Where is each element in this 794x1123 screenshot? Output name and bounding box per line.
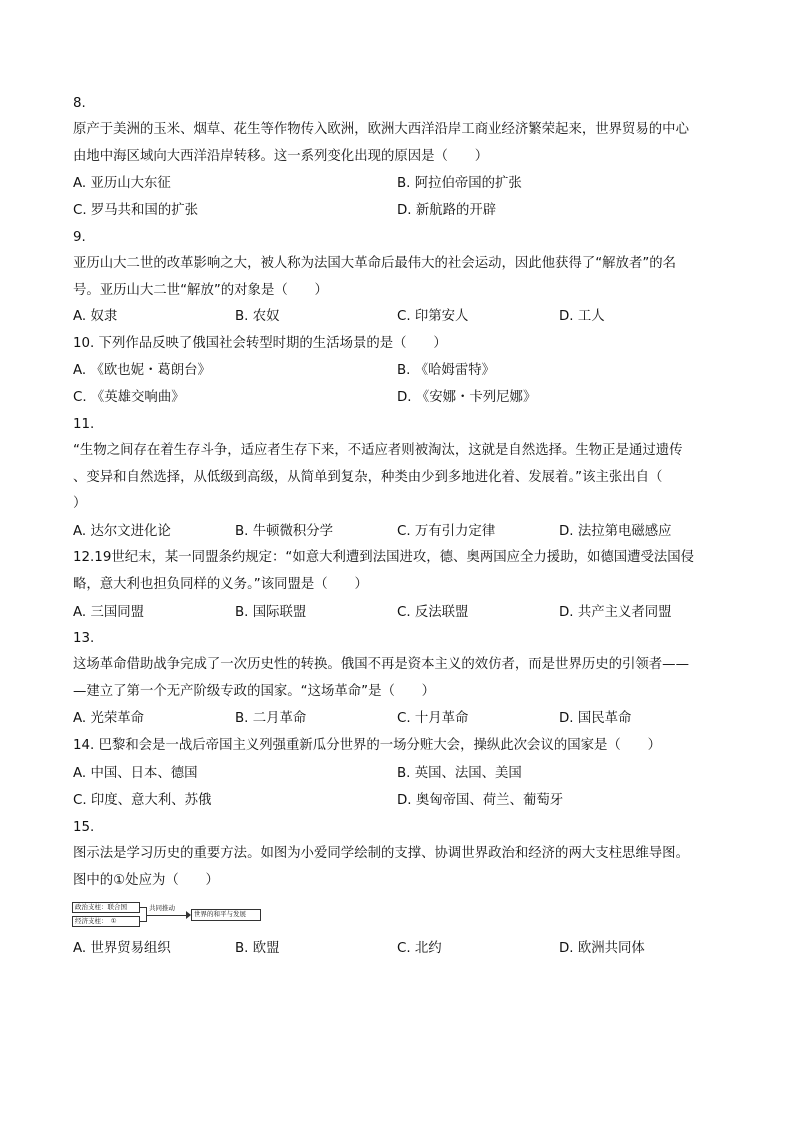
- question-stem: 图中的①处应为（ ）: [73, 873, 219, 888]
- question-stem: —建立了第一个无产阶级专政的国家。“这场革命”是（ ）: [73, 684, 436, 699]
- option-d[interactable]: D. 共产主义者同盟: [559, 605, 672, 620]
- option-d[interactable]: D. 国民革命: [559, 711, 632, 726]
- option-c[interactable]: C. 万有引力定律: [397, 524, 496, 539]
- question-stem: “生物之间存在着生存斗争，适应者生存下来，不适应者则被淘汰，这就是自然选择。生物正是通过遗传: [73, 443, 683, 458]
- diagram-political-pillar: 政治支柱：联合国: [72, 902, 140, 913]
- question-stem: 这场革命借助战争完成了一次历史性的转换。俄国不再是资本主义的效仿者，而是世界历史的引领者——: [73, 657, 689, 672]
- option-a[interactable]: A. 三国同盟: [73, 605, 144, 620]
- option-b[interactable]: B. 农奴: [235, 309, 280, 324]
- option-d[interactable]: D. 欧洲共同体: [559, 941, 645, 956]
- question-number: 11.: [73, 417, 95, 432]
- option-b[interactable]: B. 二月革命: [235, 711, 307, 726]
- option-c[interactable]: C. 反法联盟: [397, 605, 469, 620]
- option-b[interactable]: B. 欧盟: [235, 941, 280, 956]
- option-b[interactable]: B. 阿拉伯帝国的扩张: [397, 176, 522, 191]
- option-c[interactable]: C. 印第安人: [397, 309, 469, 324]
- option-b[interactable]: B. 《哈姆雷特》: [397, 363, 496, 378]
- option-c[interactable]: C. 北约: [397, 941, 442, 956]
- option-b[interactable]: B. 牛顿微积分学: [235, 524, 334, 539]
- question-stem: 、变异和自然选择，从低级到高级，从简单到复杂，种类由少到多地进化着、发展着。”该主张出自（: [73, 470, 663, 485]
- question-number: 15.: [73, 820, 95, 835]
- question-stem: 由地中海区域向大西洋沿岸转移。这一系列变化出现的原因是（ ）: [73, 149, 489, 164]
- option-a[interactable]: A. 达尔文进化论: [73, 524, 171, 539]
- question-stem: 14. 巴黎和会是一战后帝国主义列强重新瓜分世界的一场分赃大会，操纵此次会议的国家是（ ）: [73, 738, 661, 753]
- question-number: 13.: [73, 631, 95, 646]
- option-d[interactable]: D. 《安娜・卡列尼娜》: [397, 390, 537, 405]
- option-c[interactable]: C. 印度、意大利、苏俄: [73, 793, 212, 808]
- option-c[interactable]: C. 十月革命: [397, 711, 469, 726]
- diagram-result: 世界的和平与发展: [191, 909, 261, 921]
- question-stem: 原产于美洲的玉米、烟草、花生等作物传入欧洲，欧洲大西洋沿岸工商业经济繁荣起来，世界贸易的中心: [73, 122, 689, 137]
- diagram-joint-label: 共同推动: [149, 904, 175, 912]
- option-a[interactable]: A. 中国、日本、德国: [73, 766, 198, 781]
- question-stem: 亚历山大二世的改革影响之大，被人称为法国大革命后最伟大的社会运动，因此他获得了“解放者”的名: [73, 256, 677, 271]
- mind-map-diagram: [72, 900, 262, 928]
- question-stem: 略，意大利也担负同样的义务。”该同盟是（ ）: [73, 577, 368, 592]
- option-c[interactable]: C. 《英雄交响曲》: [73, 390, 185, 405]
- option-d[interactable]: D. 奥匈帝国、荷兰、葡萄牙: [397, 793, 564, 808]
- question-stem: 号。亚历山大二世“解放”的对象是（ ）: [73, 283, 328, 298]
- option-a[interactable]: A. 《欧也妮・葛朗台》: [73, 363, 211, 378]
- option-a[interactable]: A. 亚历山大东征: [73, 176, 171, 191]
- option-b[interactable]: B. 英国、法国、美国: [397, 766, 522, 781]
- question-number: 9.: [73, 230, 86, 245]
- arrow-line: [147, 915, 189, 916]
- option-b[interactable]: B. 国际联盟: [235, 605, 307, 620]
- option-a[interactable]: A. 奴隶: [73, 309, 118, 324]
- question-number: 8.: [73, 96, 86, 111]
- option-a[interactable]: A. 光荣革命: [73, 711, 144, 726]
- question-stem: 12.19世纪末，某一同盟条约规定：“如意大利遭到法国进攻，德、奥两国应全力援助，如德国遭受法国侵: [73, 550, 695, 565]
- diagram-economic-pillar: 经济支柱： ①: [72, 916, 140, 927]
- option-d[interactable]: D. 法拉第电磁感应: [559, 524, 672, 539]
- option-a[interactable]: A. 世界贸易组织: [73, 941, 171, 956]
- question-stem: 10. 下列作品反映了俄国社会转型时期的生活场景的是（ ）: [73, 336, 447, 351]
- option-c[interactable]: C. 罗马共和国的扩张: [73, 203, 198, 218]
- option-d[interactable]: D. 工人: [559, 309, 605, 324]
- question-stem: 图示法是学习历史的重要方法。如图为小爱同学绘制的支撑、协调世界政治和经济的两大支柱思维导图。: [73, 846, 689, 861]
- question-stem: ）: [73, 496, 87, 511]
- option-d[interactable]: D. 新航路的开辟: [397, 203, 497, 218]
